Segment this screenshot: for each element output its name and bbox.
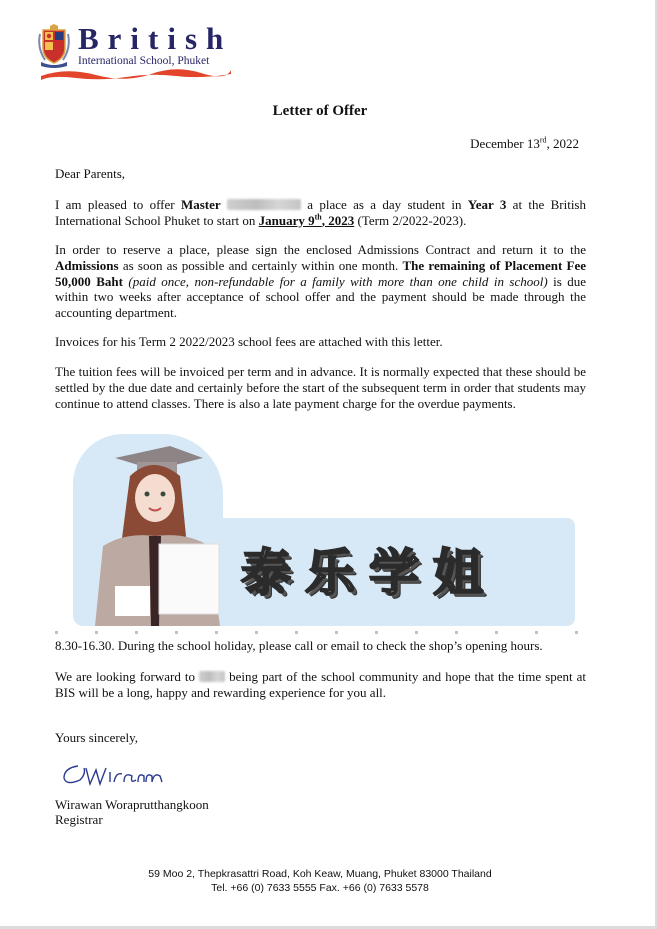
paragraph-shop-hours: 8.30-16.30. During the school holiday, please call or email to check the shop’s opening hours. <box>55 638 543 653</box>
salutation: Dear Parents, <box>55 166 126 181</box>
redacted-student-name <box>227 199 301 210</box>
paragraph-offer: I am pleased to offer Master a place as a day student in Year 3 at the British International School Phuket to start on January 9th, 2023 (Term 2/2022-2023). <box>55 197 586 228</box>
footer-contact: Tel. +66 (0) 7633 5555 Fax. +66 (0) 7633 5578 <box>211 882 429 894</box>
graduate-girl-illustration-icon <box>75 436 230 626</box>
letter-title: Letter of Offer <box>272 103 368 119</box>
red-wave-icon <box>41 67 231 81</box>
letter-date: December 13rd, 2022 <box>470 135 579 151</box>
signer-name: Wirawan Woraprutthangkoon <box>55 797 209 812</box>
redacted-student-name-2 <box>199 671 225 682</box>
footer-address-block <box>0 867 640 895</box>
paragraph-tuition: The tuition fees will be invoiced per term and in advance. It is normally expected that these should be settled by the due date and certainly before the start of the subsequent term in order that students may continue to attend classes. There is also a late payment charge for the overdue payments. <box>55 364 586 411</box>
banner-text: 泰乐学姐 <box>241 544 497 602</box>
brand-subtitle: International School, Phuket <box>78 55 210 67</box>
watermark-banner <box>63 430 583 630</box>
paragraph-closing-wish: We are looking forward to being part of the school community and hope that the time spent at BIS will be a long, happy and rewarding experience for you all. <box>55 669 586 700</box>
school-logo <box>37 21 237 84</box>
school-crest-icon <box>37 24 71 68</box>
closing-line: Yours sincerely, <box>55 730 139 745</box>
footer-address: 59 Moo 2, Thepkrasattri Road, Koh Keaw, Muang, Phuket 83000 Thailand <box>148 868 492 880</box>
paragraph-invoices: Invoices for his Term 2 2022/2023 school fees are attached with this letter. <box>55 334 443 349</box>
brand-word: British <box>78 21 233 56</box>
paragraph-reservation: In order to reserve a place, please sign the enclosed Admissions Contract and return it to the Admissions as soon as possible and certainly within one month. The remaining of Placement Fee 50,000 Baht (paid once, non-refundable for a family with more than one child in school) is due within two weeks after acceptance of school offer and the payment should be made through the accounting department. <box>55 242 587 321</box>
signature-icon <box>58 758 168 790</box>
signer-title: Registrar <box>55 812 103 827</box>
cropped-text-remnant <box>55 631 586 634</box>
